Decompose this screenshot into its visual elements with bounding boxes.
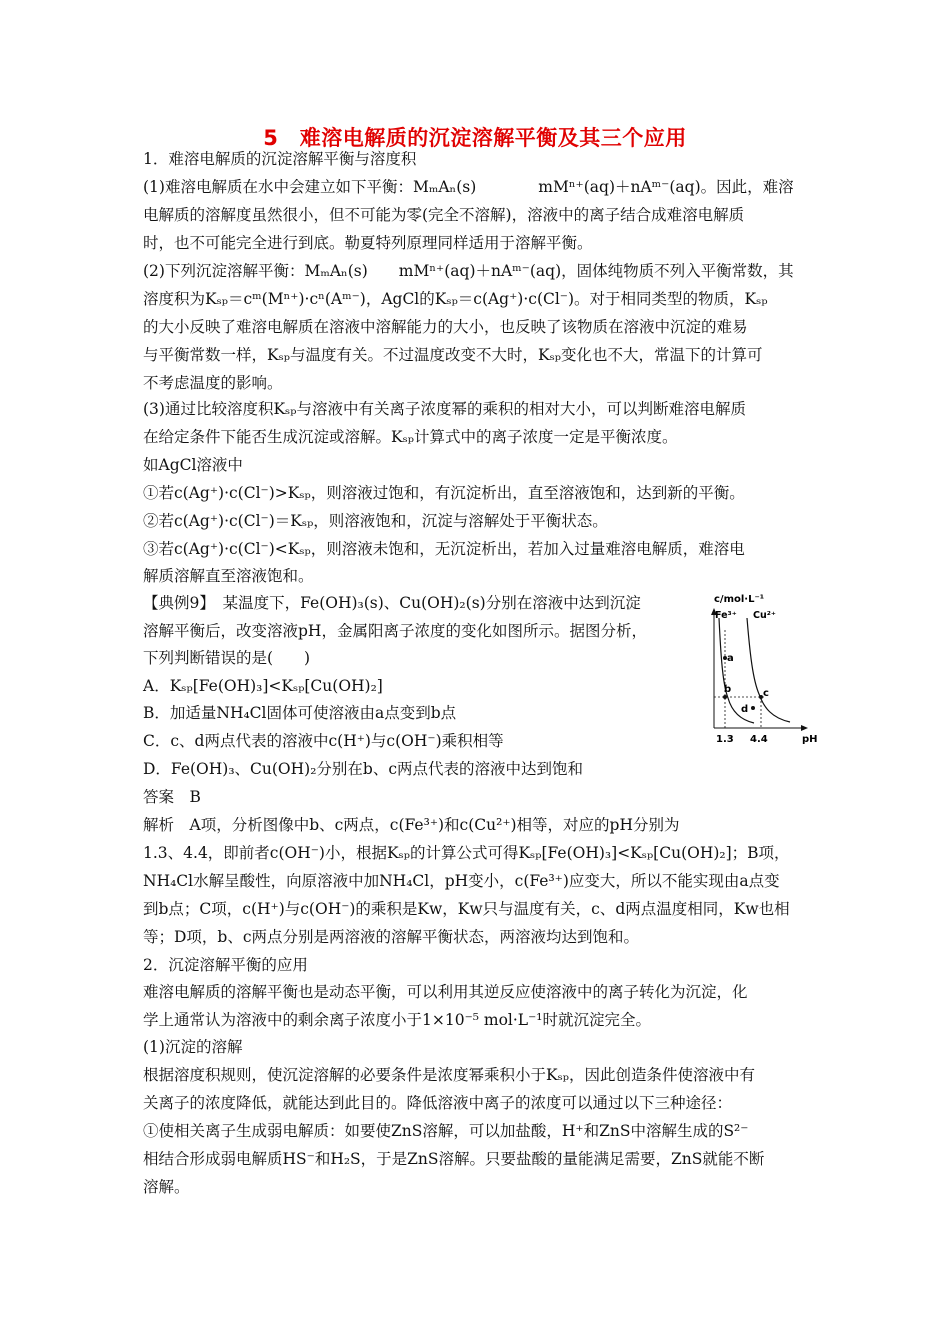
text-line: ①使相关离子生成弱电解质：如要使ZnS溶解，可以加盐酸，H⁺和ZnS中溶解生成的S²⁻ [143,1122,749,1140]
text-line: (3)通过比较溶度积Kₛₚ与溶液中有关离子浓度幂的乘积的相对大小，可以判断难溶电解质 [143,400,746,418]
text-line: NH₄Cl水解呈酸性，向原溶液中加NH₄Cl，pH变小，c(Fe³⁺)应变大，所以不能实现由a点变 [143,872,780,890]
text-line: D．Fe(OH)₃、Cu(OH)₂分别在b、c两点代表的溶液中达到饱和 [143,760,584,778]
text-line: C．c、d两点代表的溶液中c(H⁺)与c(OH⁻)乘积相等 [143,732,504,750]
text-line: 1.3、4.4，即前者c(OH⁻)小，根据Kₛₚ的计算公式可得Kₛₚ[Fe(OH)₃]<Kₛₚ[Cu(OH)₂]；B项， [143,844,790,862]
text-line: 解质溶解直至溶液饱和。 [143,567,314,585]
x-axis-label: pH [802,734,818,745]
point-b [723,695,727,699]
text-line: 如AgCl溶液中 [143,456,243,474]
text-line: A．Kₛₚ[Fe(OH)₃]<Kₛₚ[Cu(OH)₂] [143,677,383,695]
text-line: 到b点；C项，c(H⁺)与c(OH⁻)的乘积是Kw，Kw只与温度有关，c、d两点温度相同，Kw也相 [143,900,790,918]
text-line: 溶解平衡后，改变溶液pH，金属阳离子浓度的变化如图所示。据图分析， [143,622,647,640]
text-line: 与平衡常数一样，Kₛₚ与温度有关。不过温度改变不大时，Kₛₚ变化也不大，常温下的计算可 [143,346,763,364]
text-line: (1)难溶电解质在水中会建立如下平衡：MₘAₙ(s) mMⁿ⁺(aq)＋nAᵐ⁻(aq)。因此，难溶 [143,178,794,196]
text-line: 溶度积为Kₛₚ＝cᵐ(Mⁿ⁺)·cⁿ(Aᵐ⁻)，AgCl的Kₛₚ＝c(Ag⁺)·c(Cl⁻)。对于相同类型的物质，Kₛₚ [143,290,768,308]
point-c-label: c [763,688,769,699]
point-d-label: d [741,704,749,715]
y-axis-label: c/mol·L⁻¹ [714,594,765,605]
text-line: B．加适量NH₄Cl固体可使溶液由a点变到b点 [143,704,457,722]
text-line: 时，也不可能完全进行到底。勒夏特列原理同样适用于溶解平衡。 [143,234,593,252]
text-line: 2．沉淀溶解平衡的应用 [143,956,308,974]
x-tick-2: 4.4 [750,734,768,745]
text-line: 电解质的溶解度虽然很小，但不可能为零(完全不溶解)，溶液中的离子结合成难溶电解质 [143,206,745,224]
text-line: (2)下列沉淀溶解平衡：MₘAₙ(s) mMⁿ⁺(aq)＋nAᵐ⁻(aq)，固体纯物质不列入平衡常数，其 [143,262,794,280]
fe-label: Fe³⁺ [715,610,737,621]
text-line: 等；D项，b、c两点分别是两溶液的溶解平衡状态，两溶液均达到饱和。 [143,928,640,946]
text-line: 溶解。 [143,1178,190,1196]
point-b-label: b [724,684,732,695]
text-line: (1)沉淀的溶解 [143,1038,243,1056]
text-line: 下列判断错误的是( ) [143,649,311,667]
text-line: ①若c(Ag⁺)·c(Cl⁻)>Kₛₚ，则溶液过饱和，有沉淀析出，直至溶液饱和，达到新的平衡。 [143,484,745,502]
text-line: ②若c(Ag⁺)·c(Cl⁻)＝Kₛₚ，则溶液饱和，沉淀与溶解处于平衡状态。 [143,512,608,530]
cu-label: Cu²⁺ [753,610,776,621]
point-a-label: a [727,653,734,664]
text-line: 在给定条件下能否生成沉淀或溶解。Kₛₚ计算式中的离子浓度一定是平衡浓度。 [143,428,678,446]
text-line: 1．难溶电解质的沉淀溶解平衡与溶度积 [143,150,417,168]
text-line: 根据溶度积规则，使沉淀溶解的必要条件是浓度幂乘积小于Kₛₚ，因此创造条件使溶液中有 [143,1066,756,1084]
text-line: ③若c(Ag⁺)·c(Cl⁻)<Kₛₚ，则溶液未饱和，无沉淀析出，若加入过量难溶电解质，难溶电 [143,540,745,558]
text-line: 学上通常认为溶液中的剩余离子浓度小于1×10⁻⁵ mol·L⁻¹时就沉淀完全。 [143,1011,651,1029]
solubility-figure [706,590,818,750]
text-line: 难溶电解质的溶解平衡也是动态平衡，可以利用其逆反应使溶液中的离子转化为沉淀，化 [143,983,748,1001]
text-line: 不考虑温度的影响。 [143,374,283,392]
text-line: 答案 B [143,788,201,806]
text-line: 解析 A项，分析图像中b、c两点，c(Fe³⁺)和c(Cu²⁺)相等，对应的pH分别为 [143,816,680,834]
x-axis-arrow [801,725,808,731]
text-line: 【典例9】 某温度下，Fe(OH)₃(s)、Cu(OH)₂(s)分别在溶液中达到沉淀 [143,594,641,612]
x-tick-1: 1.3 [716,734,734,745]
text-line: 的大小反映了难溶电解质在溶液中溶解能力的大小，也反映了该物质在溶液中沉淀的难易 [143,318,748,336]
text-line: 相结合形成弱电解质HS⁻和H₂S，于是ZnS溶解。只要盐酸的量能满足需要，ZnS就能不断 [143,1150,765,1168]
page-title: 5 难溶电解质的沉淀溶解平衡及其三个应用 [263,126,687,150]
point-d [751,706,755,710]
text-line: 关离子的浓度降低，就能达到此目的。降低溶液中离子的浓度可以通过以下三种途径： [143,1094,733,1112]
